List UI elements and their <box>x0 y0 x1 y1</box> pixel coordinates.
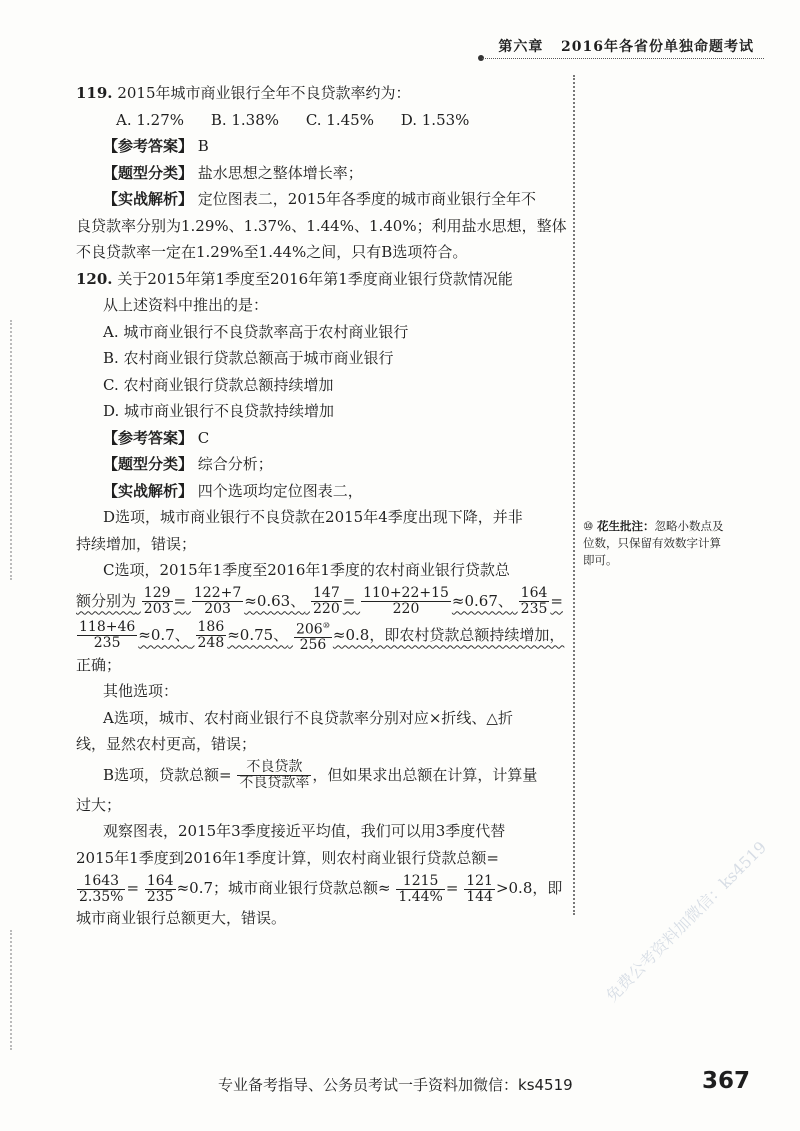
left-edge-dots <box>10 930 12 1050</box>
q120-option-b-analysis-line: 过大； <box>76 795 122 814</box>
fraction: $\frac{1643}{2.35\%}$ <box>79 872 124 905</box>
q120-option-a-analysis: A选项，城市、农村商业银行不良贷款率分别对应×折线、△折 <box>103 708 513 727</box>
q120-option-d-analysis: D选项，城市商业银行不良贷款在2015年4季度出现下降，并非 <box>103 508 523 526</box>
header-title: 2016年各省份单独命题考试 <box>561 39 754 55</box>
fraction: $\frac{118+46}{235}$ <box>79 619 136 651</box>
main-content <box>76 80 567 932</box>
q119-options <box>76 107 564 134</box>
side-annotation: ⑩ 花生批注：忽略小数点及 位数，只保留有效数字计算 即可。 <box>583 519 724 567</box>
running-header <box>498 36 754 56</box>
fraction: $\frac{164}{235}$ <box>146 872 174 905</box>
q120-stem-line: 从上述资料中推出的是： <box>103 296 269 314</box>
header-chapter: 第六章 <box>498 39 544 55</box>
q120-final-line: 城市商业银行总额更大，错误。 <box>76 909 287 927</box>
q120-option-a-analysis-line: 线，显然农村更高，错误； <box>76 735 257 753</box>
q120-option-a: A. 城市商业银行不良贷款率高于农村商业银行 <box>103 322 409 341</box>
q120-c-verdict: 正确； <box>76 655 122 674</box>
q119-stem: 119. 2015年城市商业银行全年不良贷款率约为： <box>76 84 411 102</box>
footer-text: 专业备考指导、公务员考试一手资料加微信：ks4519 <box>218 1076 573 1094</box>
q120-calc-line-1: 额分别为 $\frac{129}{203}$ = $\frac{122+7}{203}$ ≈0.63、 $\frac{147}{220}$ = $\frac{110+22+15}{220}$ ≈0.67、 $\frac{164}{235}$ = <box>76 585 563 617</box>
fraction: $\frac{1215}{1.44\%}$ <box>398 872 443 905</box>
q119-option-c: C. 1.45% <box>305 110 374 129</box>
left-edge-dots <box>10 320 12 580</box>
q120-option-d: D. 城市商业银行不良贷款持续增加 <box>103 402 335 420</box>
q120-option-b-analysis: B选项，贷款总额= $\frac{\text{不良贷款}}{\text{不良贷款率}}$ ，但如果求出总额在计算，计算量 <box>103 759 538 791</box>
q120-calc-line-2: $\frac{118+46}{235}$ ≈0.7、 $\frac{186}{248}$ ≈0.75、 $\frac{206^⑩}{256}$ ≈0.8，即农村贷款总额持续增加， <box>79 619 565 654</box>
q119-analysis-line: 不良贷款率一定在1.29%至1.44%之间，只有B选项符合。 <box>76 243 468 261</box>
q119-option-a: A. 1.27% <box>116 110 185 129</box>
q120-answer: 【参考答案】 C <box>103 428 210 447</box>
fraction: $\frac{121}{144}$ <box>466 872 493 905</box>
q120-option-c: C. 农村商业银行贷款总额持续增加 <box>103 375 334 394</box>
fraction: $\frac{122+7}{203}$ <box>193 585 242 617</box>
q120-other-options-label: 其他选项： <box>103 682 179 700</box>
q120-stem: 120. 关于2015年第1季度至2016年第1季度商业银行贷款情况能 <box>76 269 513 288</box>
q120-option-d-analysis-line: 持续增加，错误； <box>76 534 197 553</box>
fraction: $\frac{147}{220}$ <box>313 585 340 617</box>
q119-analysis: 【实战解析】 定位图表二，2015年各季度的城市商业银行全年不 <box>103 190 536 208</box>
q120-option-c-analysis: C选项，2015年1季度至2016年1季度的农村商业银行贷款总 <box>103 561 510 579</box>
q120-type: 【题型分类】 综合分析； <box>103 455 273 473</box>
fraction: $\frac{206^⑩}{256}$ <box>294 618 332 654</box>
q119-type: 【题型分类】 盐水思想之整体增长率； <box>103 163 363 182</box>
fraction: $\frac{110+22+15}{220}$ <box>363 585 449 617</box>
fraction: $\frac{\text{不良贷款}}{\text{不良贷款率}}$ <box>239 759 310 791</box>
q120-observation: 观察图表，2015年3季度接近平均值，我们可以用3季度代替 <box>103 822 506 840</box>
annotation-label: 花生批注： <box>596 519 655 533</box>
q119-option-b: B. 1.38% <box>210 110 280 129</box>
fraction: $\frac{186}{248}$ <box>197 619 225 651</box>
q119-answer: 【参考答案】 B <box>103 137 209 155</box>
page-number: 367 <box>702 1068 751 1094</box>
header-rule <box>482 58 764 60</box>
fraction: $\frac{164}{235}$ <box>520 585 548 617</box>
q120-observation-line: 2015年1季度到2016年1季度计算，则农村商业银行贷款总额= <box>76 848 500 867</box>
annotation-marker: ⑩ <box>583 519 594 533</box>
margin-divider <box>573 75 575 915</box>
watermark: 免费公考资料加微信：ks4519 <box>602 837 771 1006</box>
q120-calc-line-3: $\frac{1643}{2.35\%}$ = $\frac{164}{235}$ ≈0.7；城市商业银行贷款总额≈ $\frac{1215}{1.44\%}$ = $\frac{121}{144}$ >0.8，即 <box>79 872 563 905</box>
q119-option-d: D. 1.53% <box>400 110 470 129</box>
q120-option-b: B. 农村商业银行贷款总额高于城市商业银行 <box>103 349 394 367</box>
fraction: $\frac{129}{203}$ <box>143 585 171 617</box>
q120-analysis: 【实战解析】 四个选项均定位图表二， <box>103 481 363 500</box>
q119-analysis-line: 良贷款率分别为1.29%、1.37%、1.44%、1.40%；利用盐水思想，整体 <box>76 216 567 235</box>
footnote-marker: ⑩ <box>322 620 330 630</box>
